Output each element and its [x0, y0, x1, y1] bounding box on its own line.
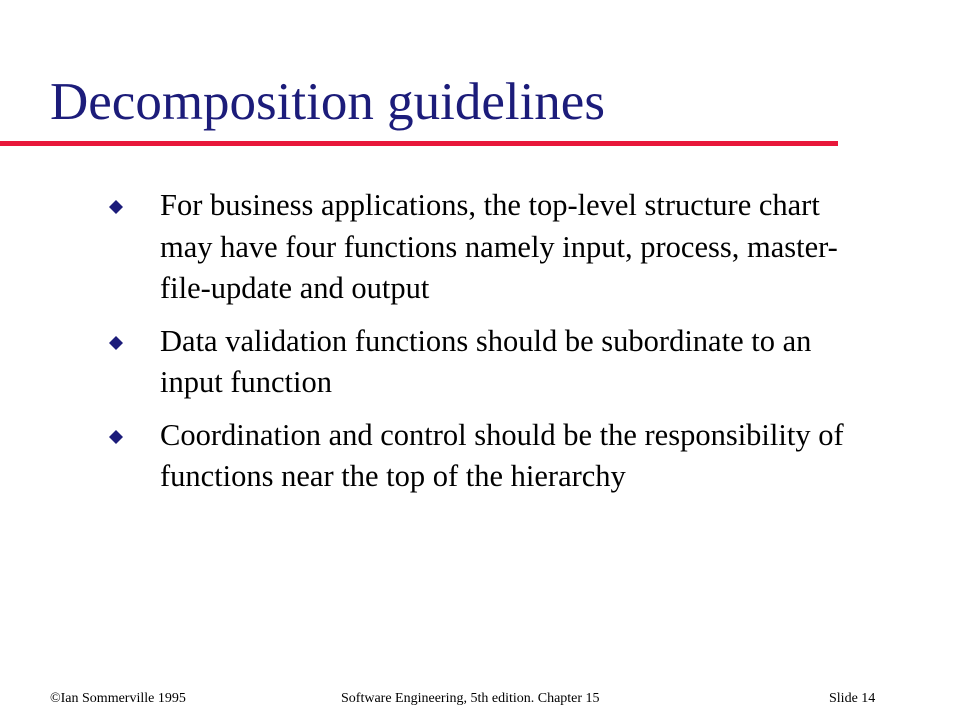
- title-underline: [0, 141, 838, 146]
- footer-book-title: Software Engineering, 5th edition. Chapter 15: [341, 691, 600, 706]
- diamond-bullet-icon: [109, 430, 123, 444]
- bullet-text: Coordination and control should be the responsibility of functions near the top of the hierarchy: [160, 417, 844, 493]
- bullet-item: [0, 185, 860, 310]
- bullet-list: [0, 185, 956, 509]
- bullet-text: For business applications, the top-level structure chart may have four functions namely input, process, master-file-update and output: [160, 188, 838, 305]
- footer-slide-number: Slide 14: [829, 691, 876, 706]
- bullet-item: [0, 415, 860, 498]
- bullet-text: Data validation functions should be subordinate to an input function: [160, 323, 812, 399]
- slide-title: Decomposition guidelines: [50, 73, 605, 131]
- bullet-item: [0, 321, 860, 404]
- diamond-bullet-icon: [109, 200, 123, 214]
- footer-copyright: ©Ian Sommerville 1995: [50, 691, 186, 706]
- diamond-bullet-icon: [109, 336, 123, 350]
